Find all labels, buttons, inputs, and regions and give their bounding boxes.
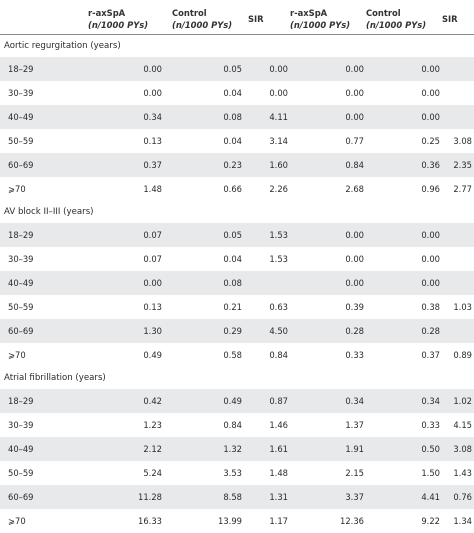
men-sir-cell: 1.61: [244, 437, 290, 461]
section-title: AV block II–III (years): [0, 201, 474, 223]
men-control-cell: 0.05: [164, 223, 244, 247]
men-sir-cell: 0.00: [244, 57, 290, 81]
women-sir-cell: 1.03: [453, 302, 472, 312]
table-row: [0, 485, 474, 509]
table-row: [0, 343, 474, 367]
age-cell: 40–49: [0, 271, 88, 295]
women-axspa-cell: 3.37: [290, 485, 366, 509]
women-axspa-cell: 0.00: [290, 223, 366, 247]
men-control-cell: 0.04: [223, 254, 242, 264]
women-control-cell: 0.00: [421, 88, 440, 98]
col-women-sir: SIR: [442, 4, 474, 35]
men-axspa-cell: 0.00: [88, 271, 164, 295]
col-men-control: Control (n/1000 PYs): [164, 4, 244, 35]
men-axspa-cell: 0.49: [143, 350, 162, 360]
women-sir-cell: [442, 223, 474, 247]
age-cell: 18–29: [0, 389, 88, 413]
table-row: [0, 57, 474, 81]
table-row: [0, 461, 474, 485]
men-axspa-cell: 0.13: [143, 302, 162, 312]
men-control-cell: 0.23: [164, 153, 244, 177]
table-row: [0, 247, 474, 271]
men-axspa-cell: 1.30: [88, 319, 164, 343]
men-sir-cell: 0.00: [269, 88, 288, 98]
women-sir-cell: 1.43: [453, 468, 472, 478]
men-sir-cell: 1.53: [269, 254, 288, 264]
men-sir-cell: 1.53: [244, 223, 290, 247]
women-axspa-cell: 0.00: [290, 105, 366, 129]
men-axspa-cell: 16.33: [138, 516, 162, 526]
women-sir-cell: 3.08: [453, 136, 472, 146]
table-row: [0, 81, 474, 105]
women-control-cell: 4.41: [366, 485, 442, 509]
age-cell: 40–49: [0, 437, 88, 461]
men-sir-cell: 0.87: [244, 389, 290, 413]
women-axspa-cell: 0.33: [345, 350, 364, 360]
men-axspa-cell: 11.28: [88, 485, 164, 509]
men-control-cell: 0.08: [164, 105, 244, 129]
men-sir-cell: 1.31: [244, 485, 290, 509]
men-control-cell: 0.21: [223, 302, 242, 312]
women-axspa-cell: 12.36: [340, 516, 364, 526]
col-men-sir: SIR: [244, 4, 290, 35]
men-axspa-cell: 0.13: [143, 136, 162, 146]
table-row: [0, 271, 474, 295]
age-cell: 40–49: [0, 105, 88, 129]
women-sir-cell: 1.02: [442, 389, 474, 413]
men-sir-cell: 1.17: [269, 516, 288, 526]
age-cell: 50–59: [8, 136, 34, 146]
women-axspa-cell: 0.00: [290, 271, 366, 295]
age-cell: ⩾70: [8, 184, 26, 194]
men-sir-cell: 4.11: [244, 105, 290, 129]
age-cell: 18–29: [0, 57, 88, 81]
women-control-cell: 0.33: [421, 420, 440, 430]
age-cell: 30–39: [8, 420, 34, 430]
men-axspa-cell: 5.24: [143, 468, 162, 478]
men-axspa-cell: 2.12: [88, 437, 164, 461]
women-control-cell: 0.38: [421, 302, 440, 312]
men-axspa-cell: 0.00: [88, 57, 164, 81]
women-sir-cell: 1.34: [453, 516, 472, 526]
men-control-cell: 0.04: [223, 136, 242, 146]
table-row: [0, 223, 474, 247]
men-axspa-cell: 0.00: [143, 88, 162, 98]
age-cell: 60–69: [0, 485, 88, 509]
women-axspa-cell: 2.15: [345, 468, 364, 478]
women-sir-cell: [442, 105, 474, 129]
table-row: [0, 129, 474, 153]
women-control-cell: 0.96: [421, 184, 440, 194]
table-row: [0, 413, 474, 437]
women-sir-cell: 4.15: [453, 420, 472, 430]
men-axspa-cell: 1.48: [143, 184, 162, 194]
women-control-cell: 0.00: [366, 57, 442, 81]
col-women-control: Control (n/1000 PYs): [366, 4, 442, 35]
men-axspa-cell: 0.37: [88, 153, 164, 177]
women-control-cell: 0.00: [366, 223, 442, 247]
women-sir-cell: [442, 247, 474, 271]
men-control-cell: 13.99: [218, 516, 242, 526]
section-header-row: [0, 367, 474, 389]
table-row: [0, 319, 474, 343]
table-row: [0, 295, 474, 319]
men-axspa-cell: 0.34: [88, 105, 164, 129]
women-control-cell: 0.50: [366, 437, 442, 461]
men-control-cell: 0.29: [164, 319, 244, 343]
men-control-cell: 0.66: [223, 184, 242, 194]
women-control-cell: 0.00: [366, 105, 442, 129]
table-row: [0, 153, 474, 177]
women-sir-cell: [442, 81, 474, 105]
women-axspa-cell: 0.00: [345, 88, 364, 98]
column-header-row: [0, 4, 474, 35]
men-control-cell: 0.84: [223, 420, 242, 430]
women-control-cell: 9.22: [421, 516, 440, 526]
women-sir-cell: 3.08: [442, 437, 474, 461]
women-axspa-cell: 0.77: [345, 136, 364, 146]
table-row: [0, 177, 474, 201]
women-axspa-cell: 1.37: [345, 420, 364, 430]
table-row: [0, 509, 474, 533]
women-axspa-cell: 0.39: [345, 302, 364, 312]
age-cell: ⩾70: [8, 516, 26, 526]
men-sir-cell: 1.46: [269, 420, 288, 430]
women-control-cell: 0.00: [366, 271, 442, 295]
women-sir-cell: 0.76: [442, 485, 474, 509]
women-sir-cell: [442, 319, 474, 343]
age-cell: 60–69: [0, 319, 88, 343]
men-control-cell: 1.32: [164, 437, 244, 461]
women-axspa-cell: 0.28: [290, 319, 366, 343]
men-control-cell: 8.58: [164, 485, 244, 509]
men-sir-cell: 0.63: [269, 302, 288, 312]
men-control-cell: 0.08: [164, 271, 244, 295]
women-control-cell: 0.25: [421, 136, 440, 146]
men-sir-cell: 3.14: [269, 136, 288, 146]
section-title: Atrial fibrillation (years): [0, 367, 474, 389]
women-control-cell: 0.28: [366, 319, 442, 343]
women-axspa-cell: 2.68: [345, 184, 364, 194]
men-axspa-cell: 1.23: [143, 420, 162, 430]
women-axspa-cell: 0.84: [290, 153, 366, 177]
women-sir-cell: [442, 57, 474, 81]
age-cell: 30–39: [8, 254, 34, 264]
women-axspa-cell: 0.00: [345, 254, 364, 264]
table-row: [0, 105, 474, 129]
age-cell: 60–69: [0, 153, 88, 177]
women-axspa-cell: 0.00: [290, 57, 366, 81]
women-axspa-cell: 1.91: [290, 437, 366, 461]
men-axspa-cell: 0.42: [88, 389, 164, 413]
women-control-cell: 0.37: [421, 350, 440, 360]
men-control-cell: 0.04: [223, 88, 242, 98]
age-cell: 50–59: [8, 468, 34, 478]
women-control-cell: 0.36: [366, 153, 442, 177]
men-axspa-cell: 0.07: [88, 223, 164, 247]
men-control-cell: 0.49: [164, 389, 244, 413]
men-control-cell: 0.58: [223, 350, 242, 360]
table-row: [0, 389, 474, 413]
col-men-axspa: r-axSpA (n/1000 PYs): [88, 4, 164, 35]
men-control-cell: 0.05: [164, 57, 244, 81]
age-cell: 30–39: [8, 88, 34, 98]
section-header-row: [0, 201, 474, 223]
men-sir-cell: [244, 271, 290, 295]
age-cell: ⩾70: [8, 350, 26, 360]
women-sir-cell: 2.35: [442, 153, 474, 177]
women-control-cell: 1.50: [421, 468, 440, 478]
table-row: [0, 437, 474, 461]
age-cell: 50–59: [8, 302, 34, 312]
women-sir-cell: 2.77: [453, 184, 472, 194]
men-sir-cell: 4.50: [244, 319, 290, 343]
men-sir-cell: 1.48: [269, 468, 288, 478]
section-header-row: [0, 35, 474, 58]
women-axspa-cell: 0.34: [290, 389, 366, 413]
men-control-cell: 3.53: [223, 468, 242, 478]
women-sir-cell: 0.89: [453, 350, 472, 360]
men-axspa-cell: 0.07: [143, 254, 162, 264]
col-women-axspa: r-axSpA (n/1000 PYs): [290, 4, 366, 35]
section-title: Aortic regurgitation (years): [0, 35, 474, 58]
men-sir-cell: 2.26: [269, 184, 288, 194]
women-control-cell: 0.34: [366, 389, 442, 413]
women-sir-cell: [442, 271, 474, 295]
men-sir-cell: 1.60: [244, 153, 290, 177]
age-cell: 18–29: [0, 223, 88, 247]
men-sir-cell: 0.84: [269, 350, 288, 360]
women-control-cell: 0.00: [421, 254, 440, 264]
